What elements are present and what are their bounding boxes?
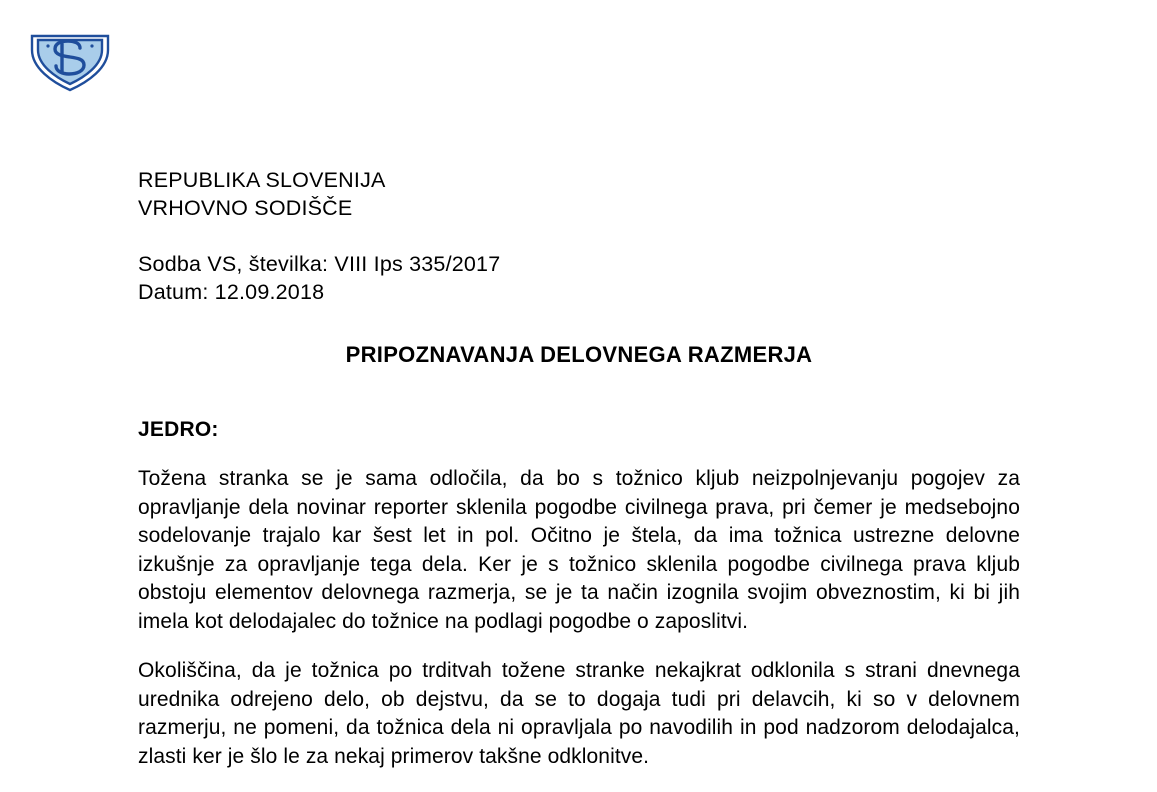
authority-line-1: REPUBLIKA SLOVENIJA	[138, 168, 386, 192]
authority-line-2: VRHOVNO SODIŠČE	[138, 196, 353, 220]
document-content	[138, 166, 1020, 792]
case-date: Datum: 12.09.2018	[138, 280, 325, 304]
page-title: PRIPOZNAVANJA DELOVNEGA RAZMERJA	[345, 342, 813, 367]
paragraph: Okoliščina, da je tožnica po trditvah tožene stranke nekajkrat odklonila s strani dnevnega urednika odrejeno delo, ob dejstvu, da se to dogaja tudi pri delavcih, ki so v delovnem razmerju, ne pomeni, da tožnica dela ni opravljala po navodilih in pod nadzorom delodajalca, zlasti ker je šlo le za nekaj primerov takšne odklonitve.	[138, 659, 1020, 768]
case-meta-block	[138, 250, 1020, 306]
section-jedro	[138, 416, 1020, 771]
supreme-court-shield-logo	[22, 22, 118, 94]
authority-block	[138, 166, 1020, 222]
paragraph: Tožena stranka se je sama odločila, da bo s tožnico kljub neizpolnjevanju pogojev za opravljanje dela novinar reporter sklenila pogodbe civilnega prava, pri čemer je medsebojno sodelovanje trajalo kar šest let in pol. Očitno je štela, da ima tožnica ustrezne delovne izkušnje za opravljanje tega dela. Ker je s tožnico sklenila pogodbe civilnega prava kljub obstoju elementov delovnega razmerja, se je ta način izognila svojim obveznostim, ki bi jih imela kot delodajalec do tožnice na podlagi pogodbe o zaposlitvi.	[138, 467, 1020, 633]
section-label: JEDRO:	[138, 418, 219, 441]
case-number: Sodba VS, številka: VIII Ips 335/2017	[138, 252, 501, 276]
